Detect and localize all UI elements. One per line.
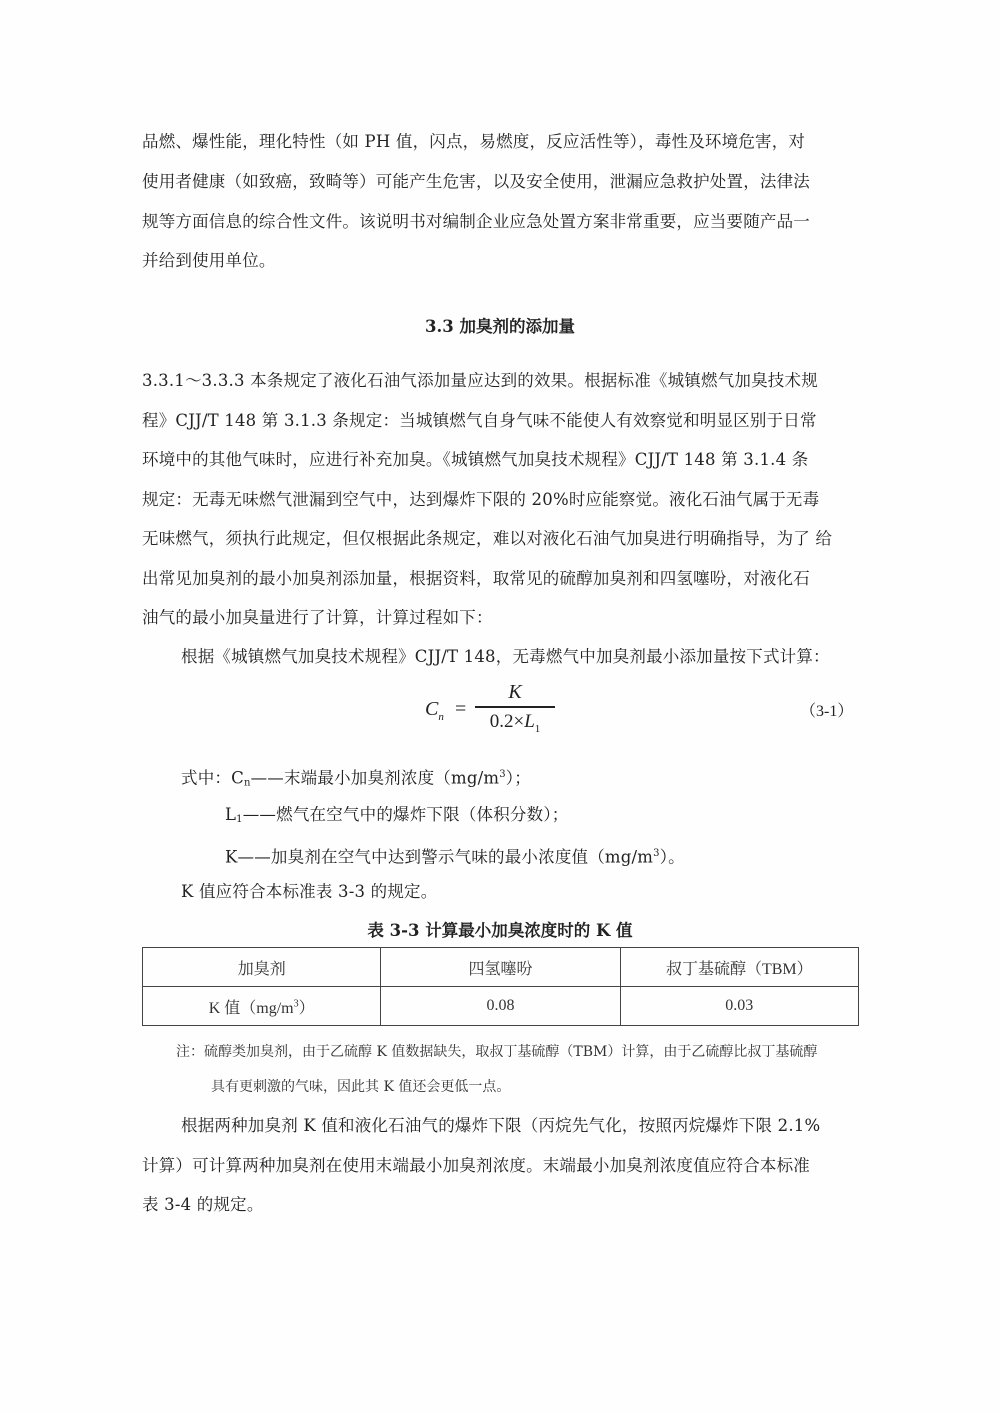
formula-numerator: K: [508, 681, 522, 703]
equation-number: （3-1）: [800, 703, 854, 720]
intro-line-1: 品燃、爆性能，理化特性（如 PH 值，闪点，易燃度，反应活性等），毒性及环境危害，对: [142, 132, 806, 151]
section-line-2: 程》CJJ/T 148 第 3.1.3 条规定：当城镇燃气自身气味不能使人有效察觉和明显区别于日常: [142, 411, 817, 430]
section-line-1: 3.3.1～3.3.3 本条规定了液化石油气添加量应达到的效果。根据标准《城镇燃气加臭技术规: [142, 371, 818, 390]
definition-k: K——加臭剂在空气中达到警示气味的最小浓度值$(mg/m^3)$。: [225, 847, 685, 867]
table-note-line-1: 注：硫醇类加臭剂，由于乙硫醇 K 值数据缺失，取叔丁基硫醇（TBM）计算，由于乙硫醇比叔丁基硫醇: [176, 1044, 818, 1060]
header-tbm: 叔丁基硫醇（TBM）: [620, 948, 858, 987]
header-tht: 四氢噻吩: [381, 948, 620, 987]
section-line-3: 环境中的其他气味时，应进行补充加臭。《城镇燃气加臭技术规程》CJJ/T 148 第 3.1.4 条: [142, 450, 809, 469]
formula-fraction: [475, 680, 555, 739]
k-value-reference: K 值应符合本标准表 3-3 的规定。: [181, 882, 438, 901]
k-value-table: [142, 947, 859, 1026]
formula-intro: 根据《城镇燃气加臭技术规程》CJJ/T 148，无毒燃气中加臭剂最小添加量按下式计算：: [181, 647, 830, 666]
formula-lhs: $C_n$: [425, 698, 444, 723]
section-line-6: 出常见加臭剂的最小加臭剂添加量，根据资料，取常见的硫醇加臭剂和四氢噻吩，对液化石: [142, 569, 810, 588]
section-line-5: 无味燃气，须执行此规定，但仅根据此条规定，难以对液化石油气加臭进行明确指导，为了 给: [142, 529, 833, 548]
intro-line-3: 规等方面信息的综合性文件。该说明书对编制企业应急处置方案非常重要，应当要随产品一: [142, 212, 810, 231]
intro-line-4: 并给到使用单位。: [142, 251, 276, 270]
table-caption: 表 3-3 计算最小加臭浓度时的 K 值: [367, 921, 633, 940]
section-heading: 3.3 加臭剂的添加量: [425, 317, 575, 336]
cell-tbm-k: 0.03: [620, 987, 858, 1026]
definition-l1: L1——燃气在空气中的爆炸下限（体积分数）；: [225, 805, 569, 825]
closing-line-2: 计算）可计算两种加臭剂在使用末端最小加臭剂浓度。末端最小加臭剂浓度值应符合本标准: [142, 1156, 810, 1175]
table-note-line-2: 具有更刺激的气味，因此其 K 值还会更低一点。: [211, 1079, 511, 1095]
row-label-k-value: K 值$(mg/m^3)$: [143, 987, 381, 1026]
intro-line-2: 使用者健康（如致癌，致畸等）可能产生危害，以及安全使用，泄漏应急救护处置，法律法: [142, 172, 810, 191]
section-line-7: 油气的最小加臭量进行了计算，计算过程如下：: [142, 608, 493, 627]
header-odorant: 加臭剂: [143, 948, 381, 987]
fraction-bar: [475, 706, 555, 708]
formula-denominator: $0.2\times L_1$: [489, 710, 541, 735]
table-header-row: [143, 948, 859, 987]
section-line-4: 规定：无毒无味燃气泄漏到空气中，达到爆炸下限的 20%时应能察觉。液化石油气属于无毒: [142, 490, 820, 509]
cell-tht-k: 0.08: [381, 987, 620, 1026]
closing-line-3: 表 3-4 的规定。: [142, 1195, 264, 1214]
table-row: [143, 987, 859, 1026]
closing-line-1: 根据两种加臭剂 K 值和液化石油气的爆炸下限（丙烷先气化，按照丙烷爆炸下限 2.1%: [181, 1116, 821, 1135]
definition-cn: 式中：Cn——末端最小加臭剂浓度$(mg/m^3)$；: [181, 768, 531, 789]
formula-equals: =: [455, 698, 467, 720]
formula-3-1: [425, 680, 575, 740]
